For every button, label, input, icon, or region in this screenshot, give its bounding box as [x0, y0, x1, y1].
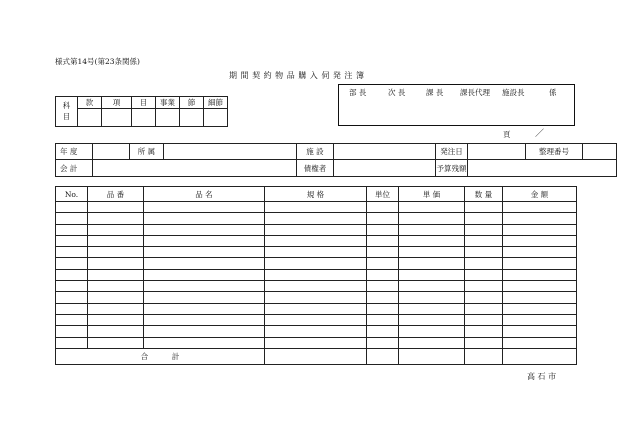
table-cell[interactable] [265, 269, 367, 280]
subject-header-setsu: 節 [180, 97, 204, 109]
total-amount-cell[interactable] [503, 348, 577, 364]
table-cell[interactable] [503, 337, 577, 348]
subject-header-moku: 目 [132, 97, 156, 109]
table-row [56, 292, 577, 303]
table-row [56, 281, 577, 292]
total-row [56, 348, 577, 364]
table-cell[interactable] [399, 202, 465, 213]
total-cell [367, 348, 399, 364]
table-cell[interactable] [144, 269, 265, 280]
table-cell[interactable] [367, 326, 399, 337]
table-cell[interactable] [144, 281, 265, 292]
subject-cell[interactable] [180, 109, 204, 127]
table-cell[interactable] [265, 337, 367, 348]
col-header-kingaku: 金 額 [503, 187, 577, 202]
footer-city: 高 石 市 [527, 372, 557, 381]
col-header-hinmei: 品 名 [144, 187, 265, 202]
table-row [56, 235, 577, 246]
table-row [56, 326, 577, 337]
approval-header-kachou-dairi: 課長代理 [460, 88, 490, 97]
table-cell[interactable] [265, 247, 367, 258]
approval-header-jichou: 次 長 [388, 88, 406, 97]
table-cell[interactable] [399, 314, 465, 325]
table-cell[interactable] [56, 269, 88, 280]
table-cell[interactable] [88, 337, 144, 348]
table-cell[interactable] [399, 224, 465, 235]
table-row [56, 247, 577, 258]
table-cell[interactable] [265, 303, 367, 314]
table-cell[interactable] [503, 213, 577, 224]
table-cell[interactable] [144, 247, 265, 258]
approval-header-shisetsuchou: 施設長 [502, 88, 525, 97]
info-label-seiri-bangou: 整理番号 [526, 144, 583, 160]
items-table [55, 186, 577, 365]
table-cell[interactable] [56, 292, 88, 303]
table-cell[interactable] [265, 224, 367, 235]
approval-header-buchou: 部 長 [349, 88, 367, 97]
info-cell-seiri-bangou[interactable] [583, 144, 617, 160]
info-label-kaikei: 会 計 [56, 160, 93, 177]
table-cell[interactable] [465, 247, 503, 258]
table-cell[interactable] [503, 258, 577, 269]
table-cell[interactable] [144, 258, 265, 269]
table-cell[interactable] [465, 337, 503, 348]
approval-box [338, 84, 575, 126]
table-cell[interactable] [265, 326, 367, 337]
col-header-hinban: 品 番 [88, 187, 144, 202]
table-cell[interactable] [88, 258, 144, 269]
table-cell[interactable] [503, 326, 577, 337]
info-cell-shozoku[interactable] [164, 144, 297, 160]
table-cell[interactable] [503, 269, 577, 280]
page-label: 頁 [503, 130, 511, 139]
col-header-tani: 単位 [367, 187, 399, 202]
table-cell[interactable] [144, 292, 265, 303]
table-cell[interactable] [88, 247, 144, 258]
table-cell[interactable] [399, 303, 465, 314]
table-cell[interactable] [399, 213, 465, 224]
table-cell[interactable] [56, 202, 88, 213]
table-cell[interactable] [265, 213, 367, 224]
table-cell[interactable] [503, 202, 577, 213]
col-header-suryou: 数 量 [465, 187, 503, 202]
table-row [56, 202, 577, 213]
table-cell[interactable] [465, 235, 503, 246]
table-cell[interactable] [465, 292, 503, 303]
table-cell[interactable] [503, 314, 577, 325]
table-cell[interactable] [88, 235, 144, 246]
table-cell[interactable] [503, 224, 577, 235]
subject-cell[interactable] [132, 109, 156, 127]
table-cell[interactable] [367, 337, 399, 348]
table-cell[interactable] [367, 224, 399, 235]
table-cell[interactable] [265, 235, 367, 246]
col-header-kikaku: 規 格 [265, 187, 367, 202]
info-cell-kaikei[interactable] [93, 160, 297, 177]
info-table [55, 143, 617, 177]
table-cell[interactable] [56, 258, 88, 269]
table-cell[interactable] [56, 224, 88, 235]
info-cell-hacchubi[interactable] [468, 144, 526, 160]
table-cell[interactable] [399, 235, 465, 246]
subject-box [55, 96, 228, 127]
subject-header-kan: 款 [78, 97, 102, 109]
subject-cell[interactable] [78, 109, 102, 127]
page-slash: ／ [535, 129, 545, 139]
info-cell-shisetsu[interactable] [334, 144, 436, 160]
table-cell[interactable] [399, 326, 465, 337]
total-cell [399, 348, 465, 364]
info-label-shozoku: 所 属 [130, 144, 164, 160]
subject-cell[interactable] [204, 109, 228, 127]
table-cell[interactable] [399, 269, 465, 280]
table-cell[interactable] [88, 281, 144, 292]
table-cell[interactable] [503, 292, 577, 303]
form-title: 期 間 契 約 物 品 購 入 伺 発 注 簿 [229, 71, 365, 80]
subject-cell[interactable] [156, 109, 180, 127]
table-cell[interactable] [399, 247, 465, 258]
table-cell[interactable] [88, 303, 144, 314]
subject-label: 科 目 [56, 97, 78, 127]
table-cell[interactable] [56, 247, 88, 258]
table-row [56, 314, 577, 325]
form-number: 様式第14号(第23条関係) [55, 57, 140, 66]
info-label-shisetsu: 施 設 [297, 144, 334, 160]
table-cell[interactable] [465, 269, 503, 280]
table-cell[interactable] [465, 326, 503, 337]
subject-header-kou: 項 [102, 97, 132, 109]
table-cell[interactable] [367, 247, 399, 258]
subject-header-jigyou: 事業 [156, 97, 180, 109]
table-cell[interactable] [56, 235, 88, 246]
table-cell[interactable] [465, 224, 503, 235]
info-cell-yosan-zangaku[interactable] [468, 160, 617, 177]
table-cell[interactable] [265, 258, 367, 269]
table-cell[interactable] [88, 314, 144, 325]
table-cell[interactable] [88, 269, 144, 280]
table-cell[interactable] [265, 202, 367, 213]
total-label: 合 計 [56, 348, 265, 364]
col-header-tanka: 単 価 [399, 187, 465, 202]
table-cell[interactable] [56, 303, 88, 314]
table-cell[interactable] [465, 303, 503, 314]
table-cell[interactable] [465, 281, 503, 292]
table-cell[interactable] [88, 292, 144, 303]
table-cell[interactable] [144, 314, 265, 325]
table-cell[interactable] [144, 326, 265, 337]
table-cell[interactable] [367, 314, 399, 325]
table-cell[interactable] [503, 303, 577, 314]
table-cell[interactable] [367, 269, 399, 280]
approval-header-kakari: 係 [549, 88, 557, 97]
table-cell[interactable] [465, 258, 503, 269]
info-cell-nendo[interactable] [93, 144, 130, 160]
table-row [56, 337, 577, 348]
table-cell[interactable] [144, 213, 265, 224]
table-cell[interactable] [144, 202, 265, 213]
info-cell-saikensha[interactable] [334, 160, 436, 177]
table-cell[interactable] [465, 202, 503, 213]
table-cell[interactable] [144, 337, 265, 348]
table-row [56, 224, 577, 235]
table-cell[interactable] [399, 292, 465, 303]
total-cell [465, 348, 503, 364]
table-cell[interactable] [88, 224, 144, 235]
table-cell[interactable] [144, 224, 265, 235]
table-cell[interactable] [367, 235, 399, 246]
items-header-row [56, 187, 577, 202]
info-label-saikensha: 債権者 [297, 160, 334, 177]
subject-header-saisetsu: 細節 [204, 97, 228, 109]
table-cell[interactable] [88, 326, 144, 337]
table-cell[interactable] [367, 303, 399, 314]
table-cell[interactable] [465, 314, 503, 325]
info-label-nendo: 年 度 [56, 144, 93, 160]
table-cell[interactable] [399, 281, 465, 292]
table-row [56, 303, 577, 314]
table-row [56, 269, 577, 280]
table-cell[interactable] [56, 281, 88, 292]
col-header-no: No. [56, 187, 88, 202]
info-label-hacchubi: 発注日 [436, 144, 468, 160]
table-cell[interactable] [399, 258, 465, 269]
table-cell[interactable] [465, 213, 503, 224]
table-cell[interactable] [56, 314, 88, 325]
table-cell[interactable] [503, 281, 577, 292]
approval-header-kachou: 課 長 [426, 88, 444, 97]
table-cell[interactable] [367, 258, 399, 269]
table-cell[interactable] [265, 292, 367, 303]
table-cell[interactable] [56, 337, 88, 348]
total-cell [265, 348, 367, 364]
table-cell[interactable] [265, 281, 367, 292]
table-cell[interactable] [503, 235, 577, 246]
table-cell[interactable] [144, 303, 265, 314]
table-cell[interactable] [56, 326, 88, 337]
subject-cell[interactable] [102, 109, 132, 127]
table-row [56, 213, 577, 224]
table-cell[interactable] [88, 202, 144, 213]
table-cell[interactable] [367, 292, 399, 303]
table-cell[interactable] [88, 213, 144, 224]
table-cell[interactable] [367, 281, 399, 292]
table-cell[interactable] [399, 337, 465, 348]
table-cell[interactable] [367, 213, 399, 224]
table-cell[interactable] [265, 314, 367, 325]
table-row [56, 258, 577, 269]
table-cell[interactable] [503, 247, 577, 258]
info-label-yosan-zangaku: 予算残額 [436, 160, 468, 177]
table-cell[interactable] [56, 213, 88, 224]
table-cell[interactable] [367, 202, 399, 213]
table-cell[interactable] [144, 235, 265, 246]
